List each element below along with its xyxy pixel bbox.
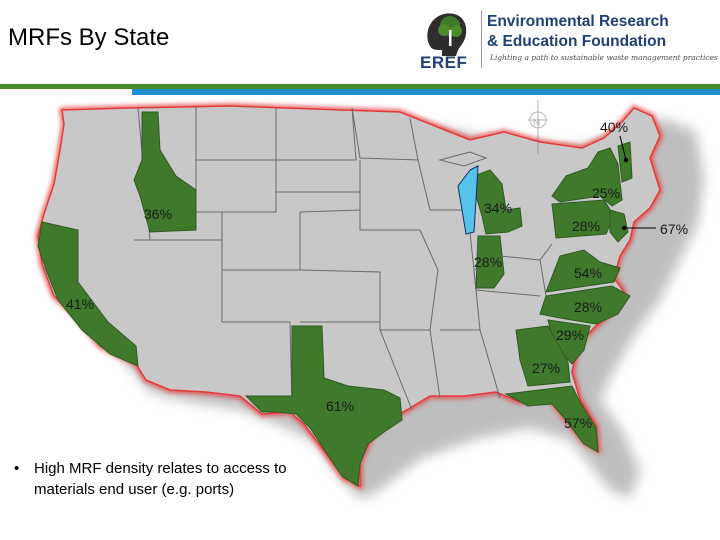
label-georgia: 27% — [532, 360, 561, 376]
bullet-symbol: • — [14, 460, 20, 477]
label-michigan: 34% — [484, 200, 513, 216]
logo-line-1: Environmental Research — [487, 13, 669, 30]
label-virginia: 54% — [574, 265, 603, 281]
page-title: MRFs By State — [8, 24, 170, 51]
label-new-jersey: 67% — [660, 221, 689, 237]
logo-divider — [481, 10, 482, 68]
label-texas: 61% — [326, 398, 355, 414]
logo-line-2: & Education Foundation — [487, 33, 667, 50]
compass-label: N — [533, 118, 541, 129]
label-idaho: 36% — [144, 206, 173, 222]
logo-tagline: Lighting a path to sustainable waste management practices — [490, 53, 718, 62]
bullet-text: High MRF density relates to access to materials end user (e.g. ports) — [34, 460, 287, 498]
label-north-carolina: 28% — [574, 299, 603, 315]
label-indiana: 28% — [474, 254, 503, 270]
logo-acronym: EREF — [420, 53, 468, 72]
label-new-york: 25% — [592, 185, 621, 201]
tree-head-icon — [427, 13, 466, 56]
label-pennsylvania: 28% — [572, 218, 601, 234]
label-south-carolina: 29% — [556, 327, 585, 343]
label-florida: 57% — [564, 415, 593, 431]
label-california: 41% — [66, 296, 95, 312]
label-vermont: 40% — [600, 119, 629, 135]
